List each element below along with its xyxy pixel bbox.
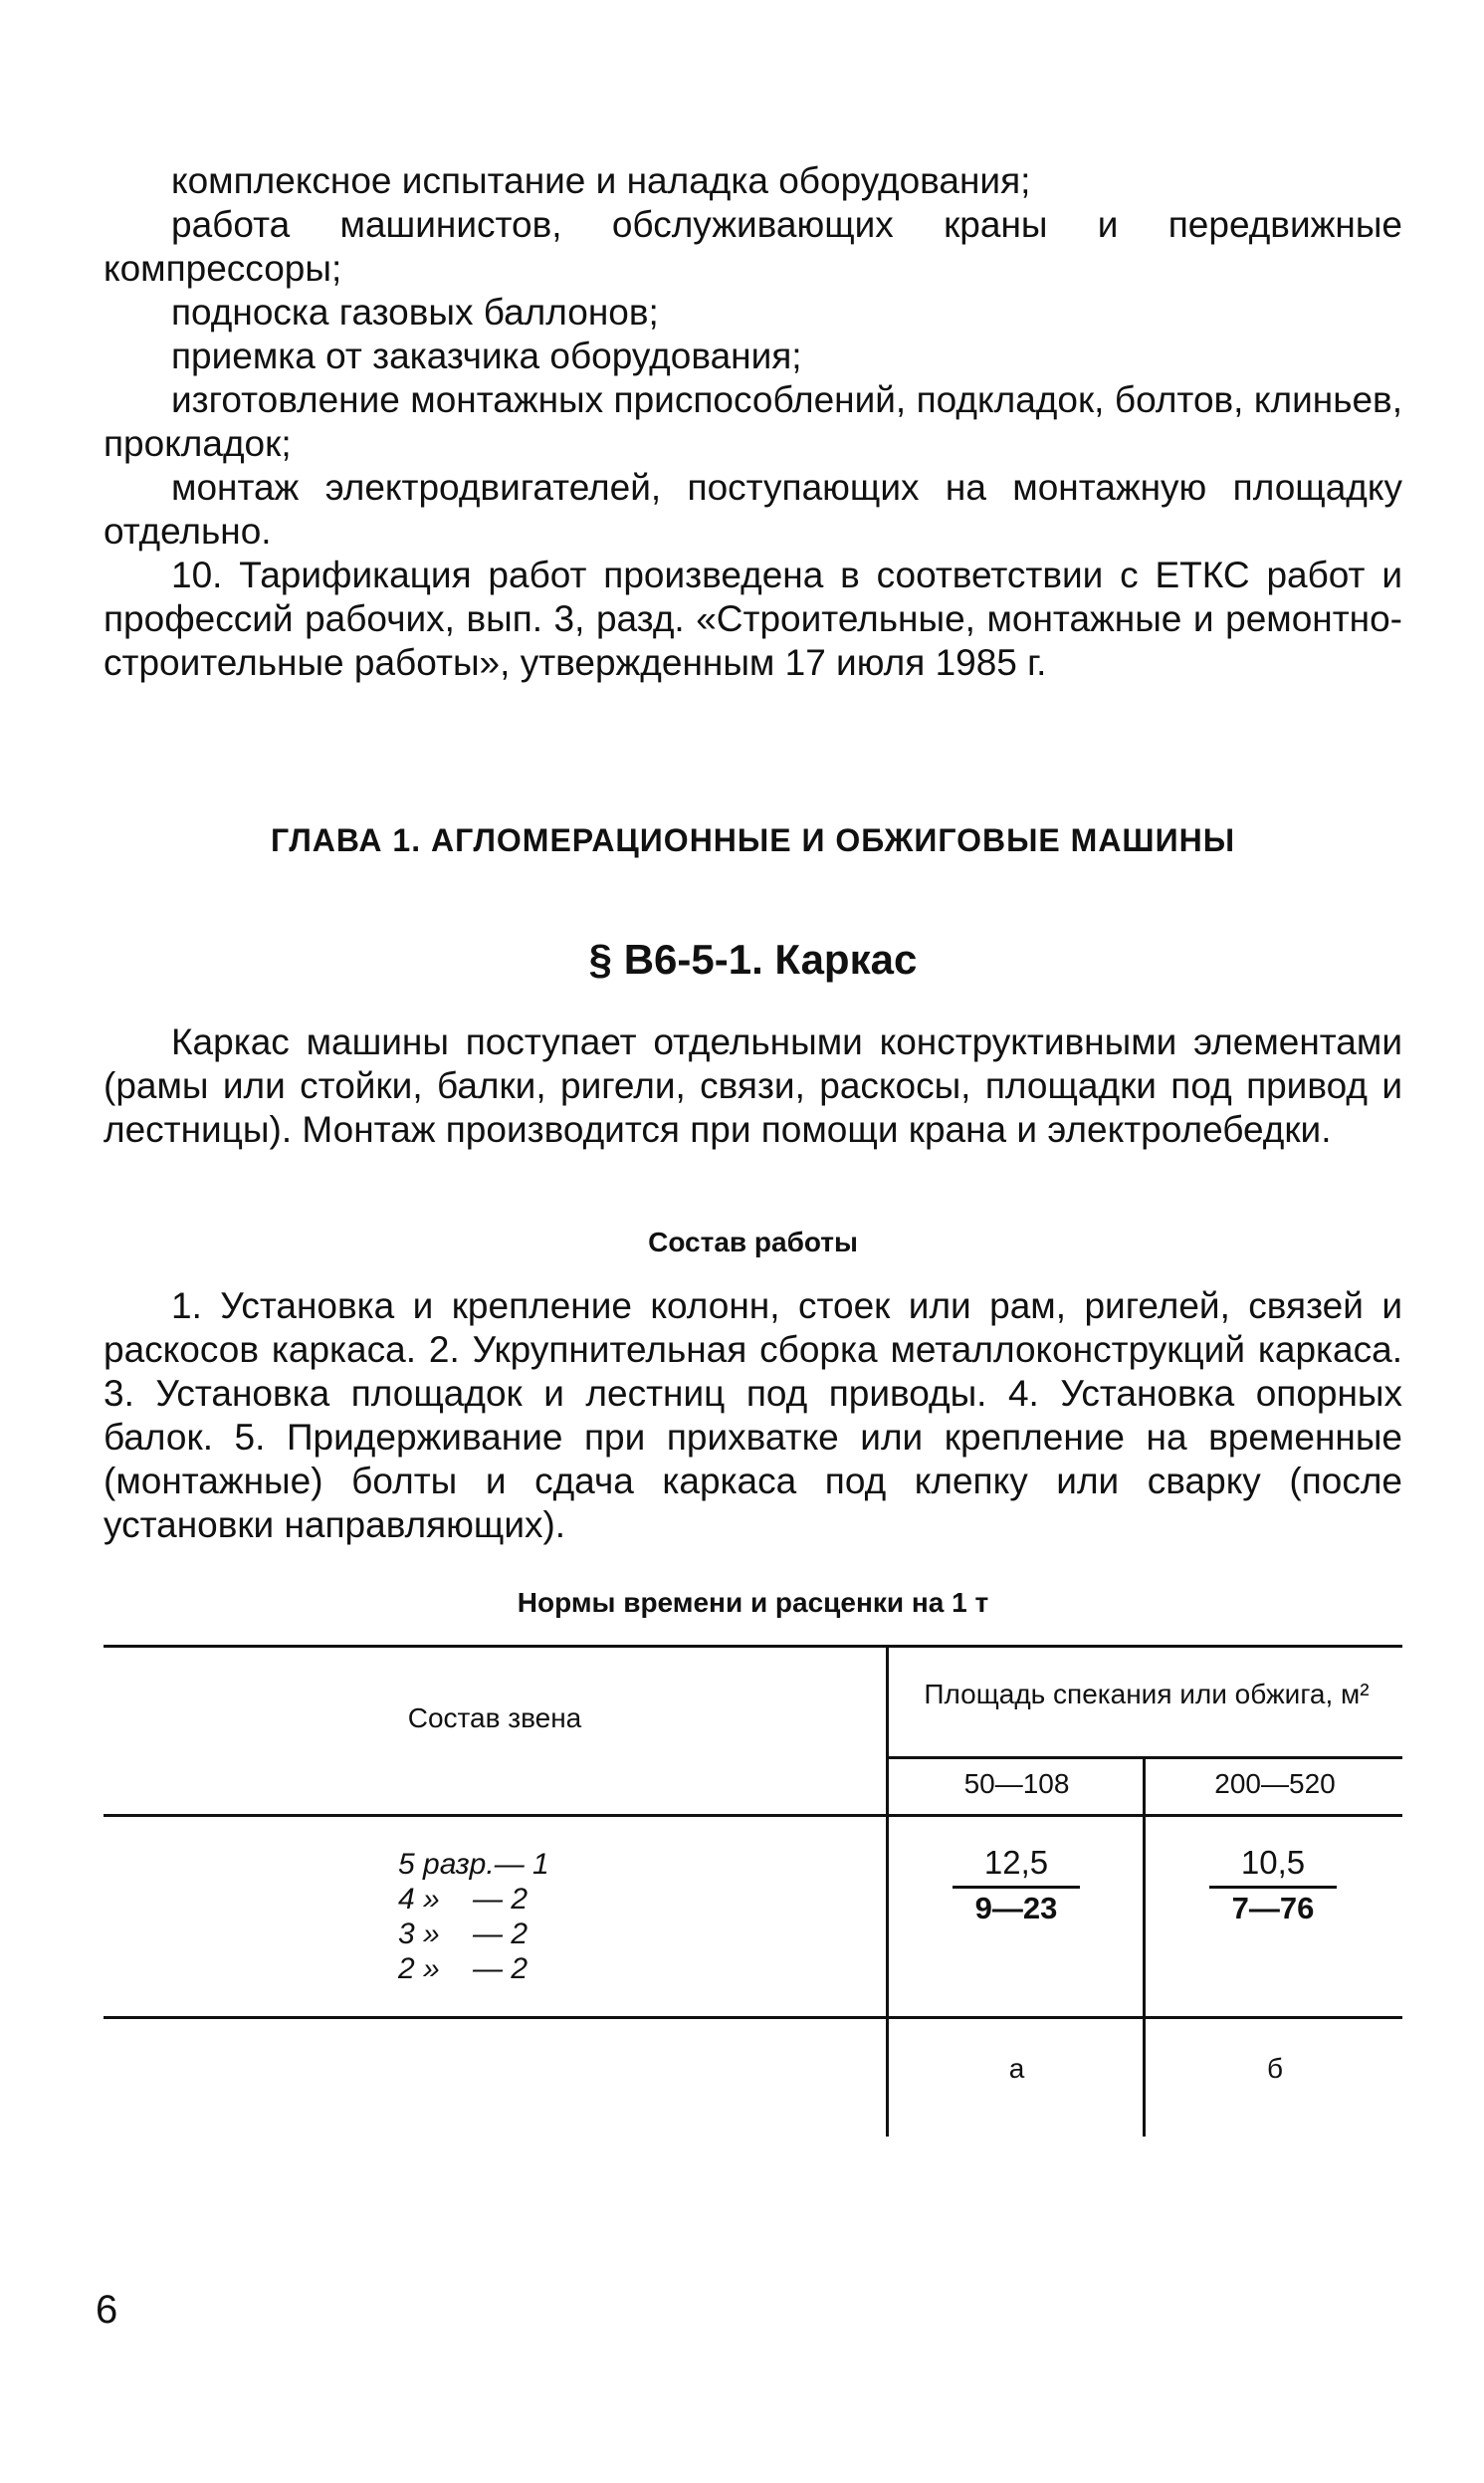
crew-list: [398, 1847, 549, 1986]
intro-line: работа машинистов, обслуживающих краны и передвижные компрессоры;: [104, 204, 1402, 289]
table-rule-top: [104, 1645, 1402, 1648]
crew-row: 3 » — 2: [398, 1918, 529, 1950]
rate-value-b: 7—76: [1231, 1891, 1315, 1925]
norm-value-b: 10,5: [1240, 1844, 1306, 1881]
value-cell-b: [1173, 1844, 1373, 1928]
table-rule-header-bottom: [104, 1814, 1402, 1817]
section-description-block: [104, 1020, 1402, 1152]
intro-line: приемка от заказчика оборудования;: [171, 336, 802, 376]
table-caption: Нормы времени и расценки на 1 т: [517, 1587, 989, 1618]
section-title: § В6-5-1. Каркас: [588, 936, 918, 983]
header-area: Площадь спекания или обжига, м²: [924, 1679, 1370, 1709]
crew-row: 4 » — 2: [398, 1883, 529, 1916]
header-range-1: 50—108: [963, 1768, 1070, 1799]
intro-list: [104, 159, 1402, 685]
work-composition-block: [104, 1284, 1402, 1547]
table-divider-ranges: [1143, 1756, 1146, 2137]
crew-row: 5 разр.— 1: [398, 1848, 549, 1881]
crew-row: 2 » — 2: [398, 1952, 529, 1985]
table-divider-main: [886, 1645, 889, 2137]
column-letter-b: б: [1266, 2053, 1284, 2084]
rate-value-a: 9—23: [974, 1891, 1058, 1925]
intro-line: монтаж электродвигателей, поступающих на монтажную площадку отдельно.: [104, 467, 1402, 552]
intro-line: комплексное испытание и наладка оборудования;: [171, 160, 1031, 201]
value-cell-a: [917, 1844, 1116, 1928]
work-composition-text: 1. Установка и крепление колонн, стоек или рам, ригелей, связей и раскосов каркаса. 2. Укрупнительная сборка металлоконструкций каркаса. 3. Установка площадок и лестниц под приводы. 4. Установка опорных балок. 5. Придерживание при прихватке или крепление на временные (монтажные) болты и сдача каркаса под клепку или сварку (после установки направляющих).: [104, 1285, 1402, 1545]
header-range-2: 200—520: [1214, 1768, 1336, 1799]
work-composition-heading: Состав работы: [648, 1227, 858, 1257]
table-rule-bottom: [104, 2016, 1402, 2019]
point-10: 10. Тарификация работ произведена в соответствии с ЕТКС работ и профессий рабочих, вып. 3, разд. «Строительные, монтажные и ремонтно-строительные работы», утвержденным 17 июля 1985 г.: [104, 555, 1402, 683]
intro-line: подноска газовых баллонов;: [171, 292, 659, 333]
norm-value-a: 12,5: [983, 1844, 1049, 1881]
section-description: Каркас машины поступает отдельными конструктивными элементами (рамы или стойки, балки, ригели, связи, раскосы, площадки под привод и лестницы). Монтаж производится при помощи крана и электролебедки.: [104, 1021, 1402, 1150]
chapter-title: ГЛАВА 1. АГЛОМЕРАЦИОННЫЕ И ОБЖИГОВЫЕ МАШИНЫ: [270, 822, 1236, 858]
page-number: 6: [96, 2288, 118, 2332]
column-letter-a: а: [1008, 2053, 1025, 2084]
header-crew: Состав звена: [407, 1702, 582, 1733]
intro-line: изготовление монтажных приспособлений, подкладок, болтов, клиньев, прокладок;: [104, 379, 1402, 464]
